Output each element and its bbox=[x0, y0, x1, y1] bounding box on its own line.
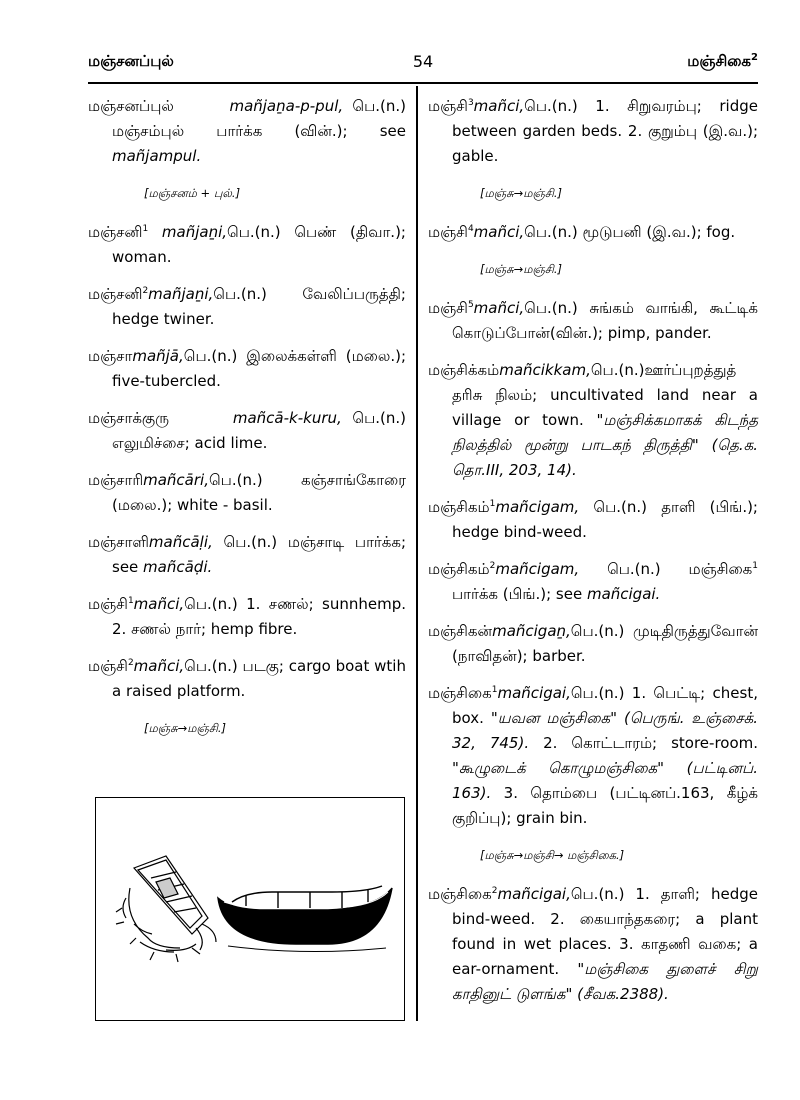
etymology-note: [மஞ்சு→மஞ்சி.] bbox=[480, 262, 562, 276]
entry-manjani-2: மஞ்சனி$^2$mañjaṉi,பெ.(n.) வேலிப்பருத்தி; hedge twiner. bbox=[88, 285, 406, 328]
entry-manji-2: மஞ்சி$^2$mañci,பெ.(n.) படகு; cargo boat wtih a raised platform. bbox=[88, 657, 406, 700]
entry-manji-5: மஞ்சி$^5$mañci,பெ.(n.) சுங்கம் வாங்கி, கூட்டிக் கொடுப்போன்(வின்.); pimp, pander. bbox=[428, 299, 758, 342]
right-column bbox=[428, 94, 758, 1019]
entry-manjigam-1: மஞ்சிகம்$^1$mañcigam, பெ.(n.) தாளி (பிங்.); hedge bind-weed. bbox=[428, 498, 758, 541]
entry-manji-1: மஞ்சி$^1$mañci,பெ.(n.) 1. சணல்; sunnhemp. 2. சணல் நார்; hemp fibre. bbox=[88, 595, 406, 638]
page-header bbox=[88, 52, 758, 78]
entry-manjikkam: மஞ்சிக்கம்mañcikkam,பெ.(n.)ஊர்ப்புறத்துத் தரிசு நிலம்; uncultivated land near a village or town. "மஞ்சிக்கமாகக் கிடந்த நிலத்தில் மூன்று பாடகந் திருத்தி" (தெ.க. தொ.III, 203, 14). bbox=[428, 361, 759, 479]
entry-manjali: மஞ்சாளிmañcāḷi, பெ.(n.) மஞ்சாடி பார்க்க; see mañcāḍi. bbox=[88, 533, 406, 576]
entry-manjigan: மஞ்சிகன்mañcigaṉ,பெ.(n.) முடிதிருத்துவோன் (நாவிதன்); barber. bbox=[428, 622, 758, 665]
etymology-note: [மஞ்சு→மஞ்சி.] bbox=[480, 186, 562, 200]
entry-manjari: மஞ்சாரிmañcāri,பெ.(n.) கஞ்சாங்கோரை (மலை.); white - basil. bbox=[88, 471, 406, 514]
boats-drawing bbox=[96, 798, 404, 1020]
header-rule bbox=[88, 82, 758, 84]
entry-manjigai-1: மஞ்சிகை$^1$mañcigai,பெ.(n.) 1. பெட்டி; chest, box. "யவன மஞ்சிகை" (பெருங். உஞ்சைக். 32, 745). 2. கொட்டாரம்; store-room. "கூழுடைக் கொழுமஞ்சிகை" (பட்டினப். 163). 3. தொம்பை (பட்டினப்.163, கீழ்க் குறிப்பு); grain bin. bbox=[428, 684, 759, 827]
entry-manji-3: மஞ்சி$^3$mañci,பெ.(n.) 1. சிறுவரம்பு; ridge between garden beds. 2. குறும்பு (இ.வ.); gable. bbox=[428, 97, 758, 165]
entry-manjani-1: மஞ்சனி$^1$ mañjaṉi,பெ.(n.) பெண் (திவா.); woman. bbox=[88, 223, 406, 266]
boat-illustration bbox=[95, 797, 405, 1021]
header-right-headword: மஞ்சிகை$^2$ bbox=[687, 52, 758, 70]
etymology-note: [மஞ்சு→மஞ்சி→ மஞ்சிகை.] bbox=[480, 848, 625, 862]
entry-manjanappul: மஞ்சனப்புல் mañjaṉa-p-pul, பெ.(n.) மஞ்சம்புல் பார்க்க (வின்.); see mañjampul. bbox=[88, 97, 406, 165]
page-number: 54 bbox=[412, 52, 434, 71]
etymology-note: [மஞ்சனம் + புல்.] bbox=[144, 186, 241, 200]
entry-manji-4: மஞ்சி$^4$mañci,பெ.(n.) மூடுபனி (இ.வ.); fog. bbox=[428, 223, 736, 241]
speedboat-image bbox=[116, 856, 216, 962]
entry-manjigai-2: மஞ்சிகை$^2$mañcigai,பெ.(n.) 1. தாளி; hedge bind-weed. 2. கையாந்தகரை; a plant found in wet places. 3. காதணி வகை; a ear-ornament. "மஞ்சிகை துளைச் சிறு காதினுட் டுளங்க" (சீவக.2388). bbox=[428, 885, 758, 1003]
column-divider bbox=[416, 86, 418, 1021]
canoe-image bbox=[218, 886, 392, 952]
entry-manjakkuru: மஞ்சாக்குரு mañcā-k-kuru, பெ.(n.) எலுமிச்சை; acid lime. bbox=[88, 409, 406, 452]
entry-manjigam-2: மஞ்சிகம்$^2$mañcigam, பெ.(n.) மஞ்சிகை$^1$ பார்க்க (பிங்.); see mañcigai. bbox=[428, 560, 758, 603]
entry-manja: மஞ்சாmañjā,பெ.(n.) இலைக்கள்ளி (மலை.); five-tubercled. bbox=[88, 347, 406, 390]
etymology-note: [மஞ்சு→மஞ்சி.] bbox=[144, 721, 226, 735]
left-column bbox=[88, 94, 406, 755]
header-left-headword: மஞ்சனப்புல் bbox=[88, 52, 174, 70]
